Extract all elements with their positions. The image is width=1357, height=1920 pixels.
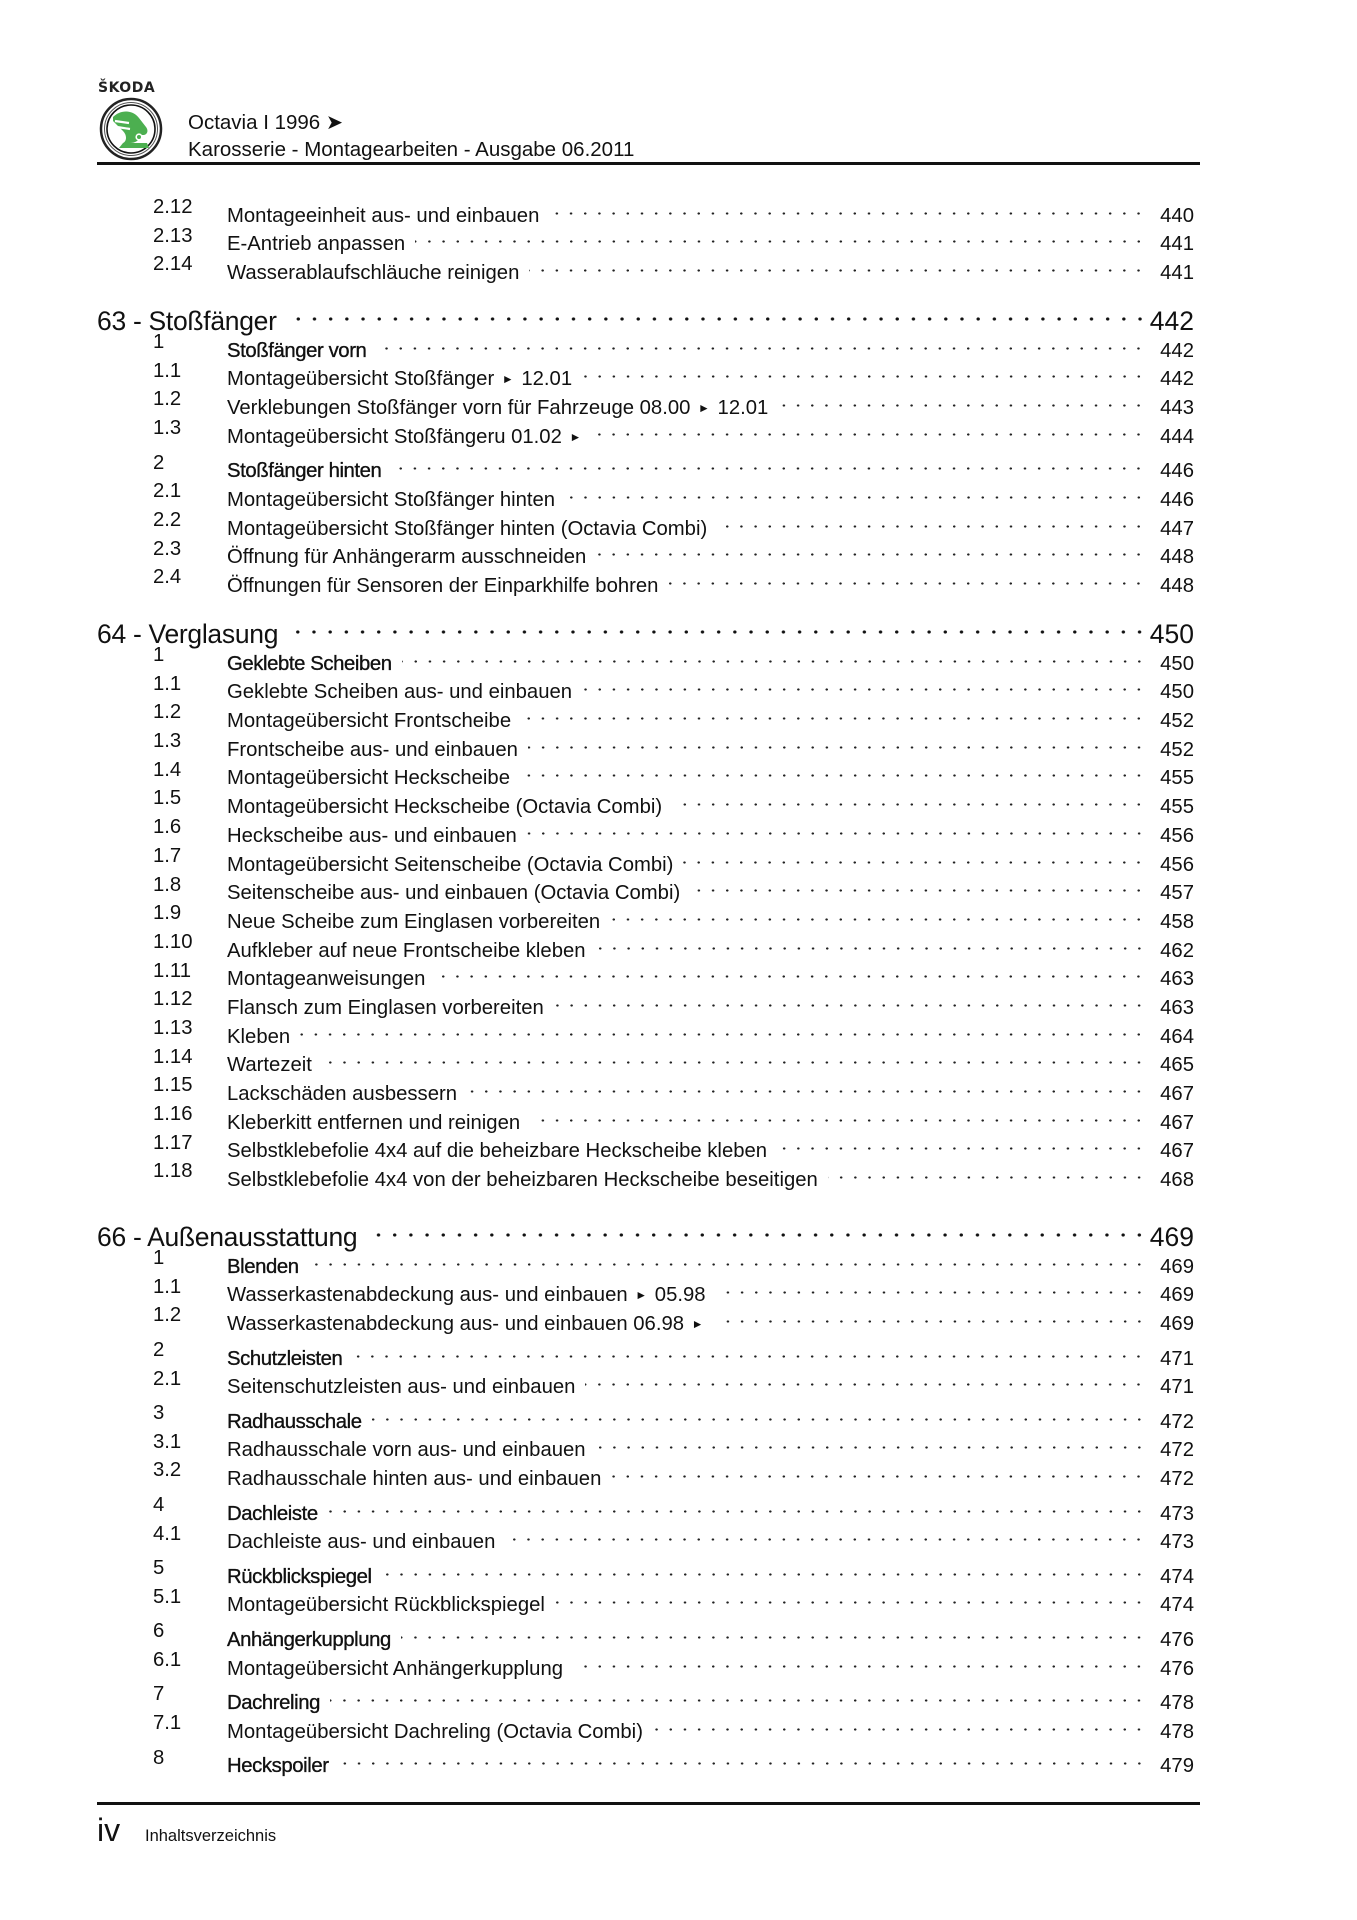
entry-number: 2.1 (153, 480, 182, 503)
entry-page-number: 476 (1160, 1657, 1194, 1680)
header-divider (97, 162, 1200, 165)
entry-number: 3.1 (153, 1430, 182, 1453)
entry-page-number: 450 (1160, 652, 1194, 675)
entry-title: Montageübersicht Heckscheibe (Octavia Combi) (227, 793, 672, 822)
entry-page-number: 448 (1160, 574, 1194, 597)
entry-title: Montageanweisungen (227, 965, 435, 994)
toc-entry[interactable] (97, 641, 1197, 675)
entry-number: 1.1 (153, 359, 182, 382)
dot-leader (653, 1709, 1146, 1738)
entry-number: 4.1 (153, 1522, 182, 1545)
entry-page-number: 457 (1160, 882, 1194, 905)
entry-title: Öffnung für Anhängerarm ausschneiden (227, 543, 596, 572)
entry-number: 2.12 (153, 196, 193, 218)
entry-title: Kleben (227, 1023, 300, 1052)
dot-leader (668, 563, 1146, 592)
arrow-right-icon: ► (698, 401, 710, 416)
entry-number: 1 (153, 331, 165, 353)
dot-leader (596, 1428, 1146, 1457)
entry-number: 3.2 (153, 1459, 182, 1482)
entry-number: 1.10 (153, 930, 193, 953)
entry-number: 5 (153, 1557, 165, 1580)
entry-number: 1.14 (153, 1045, 193, 1068)
dot-leader (672, 784, 1146, 813)
entry-number: 2.1 (153, 1367, 182, 1390)
dot-leader (330, 1680, 1146, 1709)
toc-entry[interactable] (97, 1244, 1197, 1278)
entry-page-number: 458 (1160, 910, 1194, 933)
entry-page-number: 463 (1160, 996, 1194, 1019)
entry-number: 2 (153, 451, 165, 474)
entry-page-number: 462 (1160, 939, 1194, 962)
toc-entry[interactable] (97, 1399, 1197, 1433)
dot-leader (778, 385, 1146, 414)
toc-entry[interactable] (97, 328, 1197, 362)
brand-wordmark: ŠKODA (98, 80, 156, 96)
dot-leader (382, 1554, 1146, 1583)
dot-leader (402, 641, 1146, 670)
dot-leader (322, 1043, 1146, 1072)
dot-leader (505, 1520, 1146, 1549)
entry-title: Selbstklebefolie 4x4 auf die beheizbare Heckscheibe kleben (227, 1137, 777, 1166)
dot-leader (369, 1210, 1147, 1246)
entry-page-number: 468 (1160, 1169, 1194, 1192)
document-subtitle: Karosserie - Montagearbeiten - Ausgabe 06.2011 (188, 138, 635, 161)
entry-title: Seitenschutzleisten aus- und einbauen (227, 1373, 585, 1402)
entry-number: 6 (153, 1620, 165, 1643)
entry-title: Schutzleisten (227, 1345, 352, 1374)
toc-section (97, 1210, 1197, 1778)
entry-number: 2.3 (153, 537, 182, 560)
entry-page-number: 478 (1160, 1692, 1194, 1715)
entry-title: Dachreling (227, 1689, 330, 1718)
entry-number: 1.2 (153, 701, 182, 724)
entry-page-number: 467 (1160, 1083, 1194, 1105)
entry-title: Geklebte Scheiben (227, 650, 402, 679)
entry-page-number: 478 (1160, 1720, 1194, 1743)
dot-leader (716, 1273, 1146, 1302)
dot-leader (565, 477, 1146, 506)
entry-number: 2.2 (153, 508, 182, 531)
entry-page-number: 472 (1160, 1410, 1194, 1433)
entry-page-number: 447 (1160, 517, 1194, 540)
entry-title: Montageübersicht Dachreling (Octavia Combi) (227, 1718, 653, 1747)
dot-leader (520, 756, 1146, 785)
entry-title: Radhausschale vorn aus- und einbauen (227, 1436, 596, 1465)
entry-number: 1.2 (153, 1304, 182, 1327)
entry-number: 1.2 (153, 388, 182, 411)
toc-entry[interactable] (97, 1491, 1197, 1525)
toc-entry[interactable] (97, 1617, 1197, 1651)
entry-title: Stoßfänger vorn (227, 337, 376, 366)
entry-title: Geklebte Scheiben aus- und einbauen (227, 678, 582, 707)
entry-number: 1.13 (153, 1016, 193, 1039)
entry-page-number: 441 (1160, 233, 1194, 256)
dot-leader (528, 727, 1146, 756)
arrow-right-icon: ► (569, 429, 582, 444)
dot-leader (309, 1244, 1146, 1273)
entry-page-number: 473 (1160, 1502, 1194, 1525)
entry-title: Dachleiste aus- und einbauen (227, 1528, 505, 1557)
entry-number: 1.3 (153, 730, 182, 753)
toc-chapter-heading[interactable] (97, 607, 1197, 649)
toc-entry[interactable] (97, 1554, 1197, 1588)
toc-chapter-heading[interactable] (97, 294, 1197, 336)
arrow-right-icon: ► (635, 1288, 648, 1303)
entry-title: Wasserkastenabdeckung aus- und einbauen 06.98 ► (227, 1310, 716, 1341)
entry-number: 1 (153, 1247, 165, 1269)
entry-title: Heckscheibe aus- und einbauen (227, 822, 527, 851)
entry-page-number: 471 (1160, 1347, 1194, 1370)
dot-leader (521, 698, 1146, 727)
entry-page-number: 442 (1160, 339, 1194, 362)
entry-title: Lackschäden ausbessern (227, 1080, 467, 1109)
entry-title: Kleberkitt entfernen und reinigen (227, 1109, 530, 1138)
entry-number: 1 (153, 644, 165, 666)
entry-number: 1.11 (153, 959, 191, 982)
dot-leader (529, 250, 1146, 279)
entry-page-number: 469 (1160, 1313, 1194, 1336)
entry-number: 1.4 (153, 758, 182, 781)
footer-divider (97, 1802, 1200, 1805)
entry-number: 3 (153, 1402, 165, 1425)
entry-page-number: 455 (1160, 767, 1194, 790)
skoda-logo-icon (99, 97, 163, 161)
entry-number: 7.1 (153, 1712, 182, 1735)
entry-page-number: 455 (1160, 796, 1194, 819)
entry-number: 1.1 (153, 1275, 182, 1298)
entry-page-number: 472 (1160, 1468, 1194, 1491)
entry-title: Montageübersicht Anhängerkupplung (227, 1655, 573, 1684)
entry-title: Montageübersicht Rückblickspiegel (227, 1591, 555, 1620)
toc-chapter-heading[interactable] (97, 1210, 1197, 1252)
entry-number: 1.18 (153, 1160, 193, 1183)
entry-number: 1.5 (153, 787, 182, 810)
entry-number: 5.1 (153, 1585, 182, 1608)
dot-leader (582, 670, 1146, 699)
entry-number: 1.7 (153, 844, 182, 867)
entry-number: 6.1 (153, 1648, 182, 1671)
entry-title: Wasserkastenabdeckung aus- und einbauen ► 05.98 (227, 1281, 716, 1312)
entry-page-number: 467 (1160, 1140, 1194, 1163)
dot-leader (289, 294, 1148, 330)
dot-leader (582, 357, 1146, 386)
entry-page-number: 479 (1160, 1755, 1194, 1778)
dot-leader (372, 1399, 1146, 1428)
chapter-page-number: 442 (1149, 306, 1194, 336)
entry-number: 1.8 (153, 873, 182, 896)
dot-leader (716, 1301, 1146, 1330)
dot-leader (549, 193, 1146, 222)
toc-entry[interactable] (97, 1744, 1197, 1778)
entry-page-number: 448 (1160, 546, 1194, 569)
entry-number: 2 (153, 1338, 165, 1361)
entry-page-number: 446 (1160, 460, 1194, 483)
entry-title: Wasserablaufschläuche reinigen (227, 259, 529, 288)
entry-title: Verklebungen Stoßfänger vorn für Fahrzeuge 08.00 ► 12.01 (227, 394, 778, 425)
entry-title: Montageübersicht Stoßfänger ► 12.01 (227, 365, 582, 396)
entry-title: Anhängerkupplung (227, 1626, 401, 1655)
entry-number: 2.14 (153, 253, 193, 276)
chapter-page-number: 450 (1149, 619, 1194, 649)
entry-title: Frontscheibe aus- und einbauen (227, 736, 528, 765)
entry-page-number: 441 (1160, 262, 1194, 285)
document-title: Octavia I 1996 ➤ (188, 111, 344, 134)
dot-leader (690, 871, 1146, 900)
entry-title: Dachleiste (227, 1500, 328, 1529)
entry-number: 1.6 (153, 816, 182, 839)
entry-page-number: 474 (1160, 1594, 1194, 1617)
entry-number: 1.17 (153, 1131, 193, 1154)
arrow-right-icon: ► (691, 1317, 704, 1332)
toc-entry[interactable] (97, 1680, 1197, 1715)
entry-title: Heckspoiler (227, 1752, 339, 1781)
footer-section-label: Inhaltsverzeichnis (145, 1827, 277, 1845)
entry-number: 4 (153, 1493, 165, 1516)
entry-number: 2.4 (153, 566, 182, 589)
entry-title: Aufkleber auf neue Frontscheibe kleben (227, 937, 596, 966)
entry-title: Montageübersicht Seitenscheibe (Octavia Combi) (227, 851, 683, 880)
dot-leader (611, 1456, 1146, 1485)
entry-title: Selbstklebefolie 4x4 von der beheizbaren Heckscheibe beseitigen (227, 1166, 828, 1195)
entry-number: 1.9 (153, 902, 182, 925)
entry-title: Radhausschale hinten aus- und einbauen (227, 1465, 611, 1494)
entry-page-number: 474 (1160, 1565, 1194, 1588)
entry-title: Seitenscheibe aus- und einbauen (Octavia Combi) (227, 879, 690, 908)
entry-number: 1.16 (153, 1103, 193, 1125)
entry-number: 1.15 (153, 1074, 193, 1097)
entry-page-number: 471 (1160, 1376, 1194, 1399)
entry-number: 2.13 (153, 224, 193, 247)
entry-page-number: 476 (1160, 1628, 1194, 1651)
dot-leader (828, 1157, 1146, 1186)
entry-title: Montageübersicht Heckscheibe (227, 764, 520, 793)
dot-leader (401, 1617, 1146, 1646)
entry-page-number: 442 (1160, 368, 1194, 391)
dot-leader (717, 506, 1146, 535)
toc-section (97, 607, 1197, 1192)
dot-leader (290, 607, 1148, 643)
toc-section (97, 193, 1197, 285)
entry-page-number: 469 (1160, 1255, 1194, 1278)
entry-title: Montageübersicht Stoßfängeru 01.02 ► (227, 423, 593, 454)
entry-page-number: 473 (1160, 1531, 1194, 1554)
toc-section (97, 294, 1197, 597)
entry-page-number: 463 (1160, 968, 1194, 991)
entry-title: Öffnungen für Sensoren der Einparkhilfe bohren (227, 572, 668, 601)
entry-title: Neue Scheibe zum Einglasen vorbereiten (227, 908, 610, 937)
dot-leader (777, 1129, 1146, 1158)
entry-title: Montageübersicht Stoßfänger hinten (227, 486, 565, 515)
dot-leader (573, 1646, 1146, 1675)
dot-leader (339, 1744, 1146, 1773)
entry-title: Blenden (227, 1253, 309, 1282)
entry-number: 7 (153, 1683, 165, 1706)
dot-leader (610, 899, 1146, 928)
entry-title: Montageübersicht Stoßfänger hinten (Octavia Combi) (227, 515, 717, 544)
dot-leader (530, 1100, 1146, 1129)
chapter-title: 64 - Verglasung (97, 619, 279, 649)
page-number: iv (97, 1812, 121, 1848)
dot-leader (554, 985, 1146, 1014)
dot-leader (328, 1491, 1146, 1520)
entry-title: Rückblickspiegel (227, 1563, 382, 1592)
entry-number: 8 (153, 1746, 165, 1769)
entry-number: 1.3 (153, 417, 182, 440)
entry-title: Wartezeit (227, 1051, 322, 1080)
entry-page-number: 469 (1160, 1284, 1194, 1307)
entry-number: 1.1 (153, 672, 182, 695)
entry-page-number: 452 (1160, 710, 1194, 733)
entry-page-number: 450 (1160, 681, 1194, 704)
dot-leader (555, 1583, 1146, 1612)
entry-title: Montageübersicht Frontscheibe (227, 707, 521, 736)
entry-number: 1.12 (153, 988, 193, 1011)
dot-leader (585, 1365, 1146, 1394)
dot-leader (376, 328, 1146, 357)
chapter-page-number: 469 (1149, 1222, 1194, 1252)
entry-page-number: 456 (1160, 853, 1194, 876)
entry-page-number: 443 (1160, 397, 1194, 420)
dot-leader (596, 928, 1146, 957)
chapter-title: 66 - Außenausstattung (97, 1222, 358, 1252)
entry-page-number: 465 (1160, 1054, 1194, 1077)
entry-page-number: 472 (1160, 1439, 1194, 1462)
entry-title: Radhausschale (227, 1408, 372, 1437)
entry-title: E-Antrieb anpassen (227, 230, 415, 259)
arrow-right-icon: ► (501, 372, 514, 387)
entry-page-number: 456 (1160, 824, 1194, 847)
entry-page-number: 467 (1160, 1111, 1194, 1134)
dot-leader (683, 842, 1146, 871)
entry-page-number: 446 (1160, 488, 1194, 511)
chapter-title: 63 - Stoßfänger (97, 306, 277, 336)
entry-title: Flansch zum Einglasen vorbereiten (227, 994, 554, 1023)
entry-page-number: 452 (1160, 738, 1194, 761)
entry-page-number: 464 (1160, 1025, 1194, 1048)
entry-title: Montageeinheit aus- und einbauen (227, 202, 549, 231)
dot-leader (467, 1071, 1146, 1100)
entry-title: Stoßfänger hinten (227, 457, 391, 486)
entry-page-number: 444 (1160, 425, 1194, 448)
toc-entry[interactable] (97, 193, 1197, 227)
entry-page-number: 440 (1160, 204, 1194, 227)
